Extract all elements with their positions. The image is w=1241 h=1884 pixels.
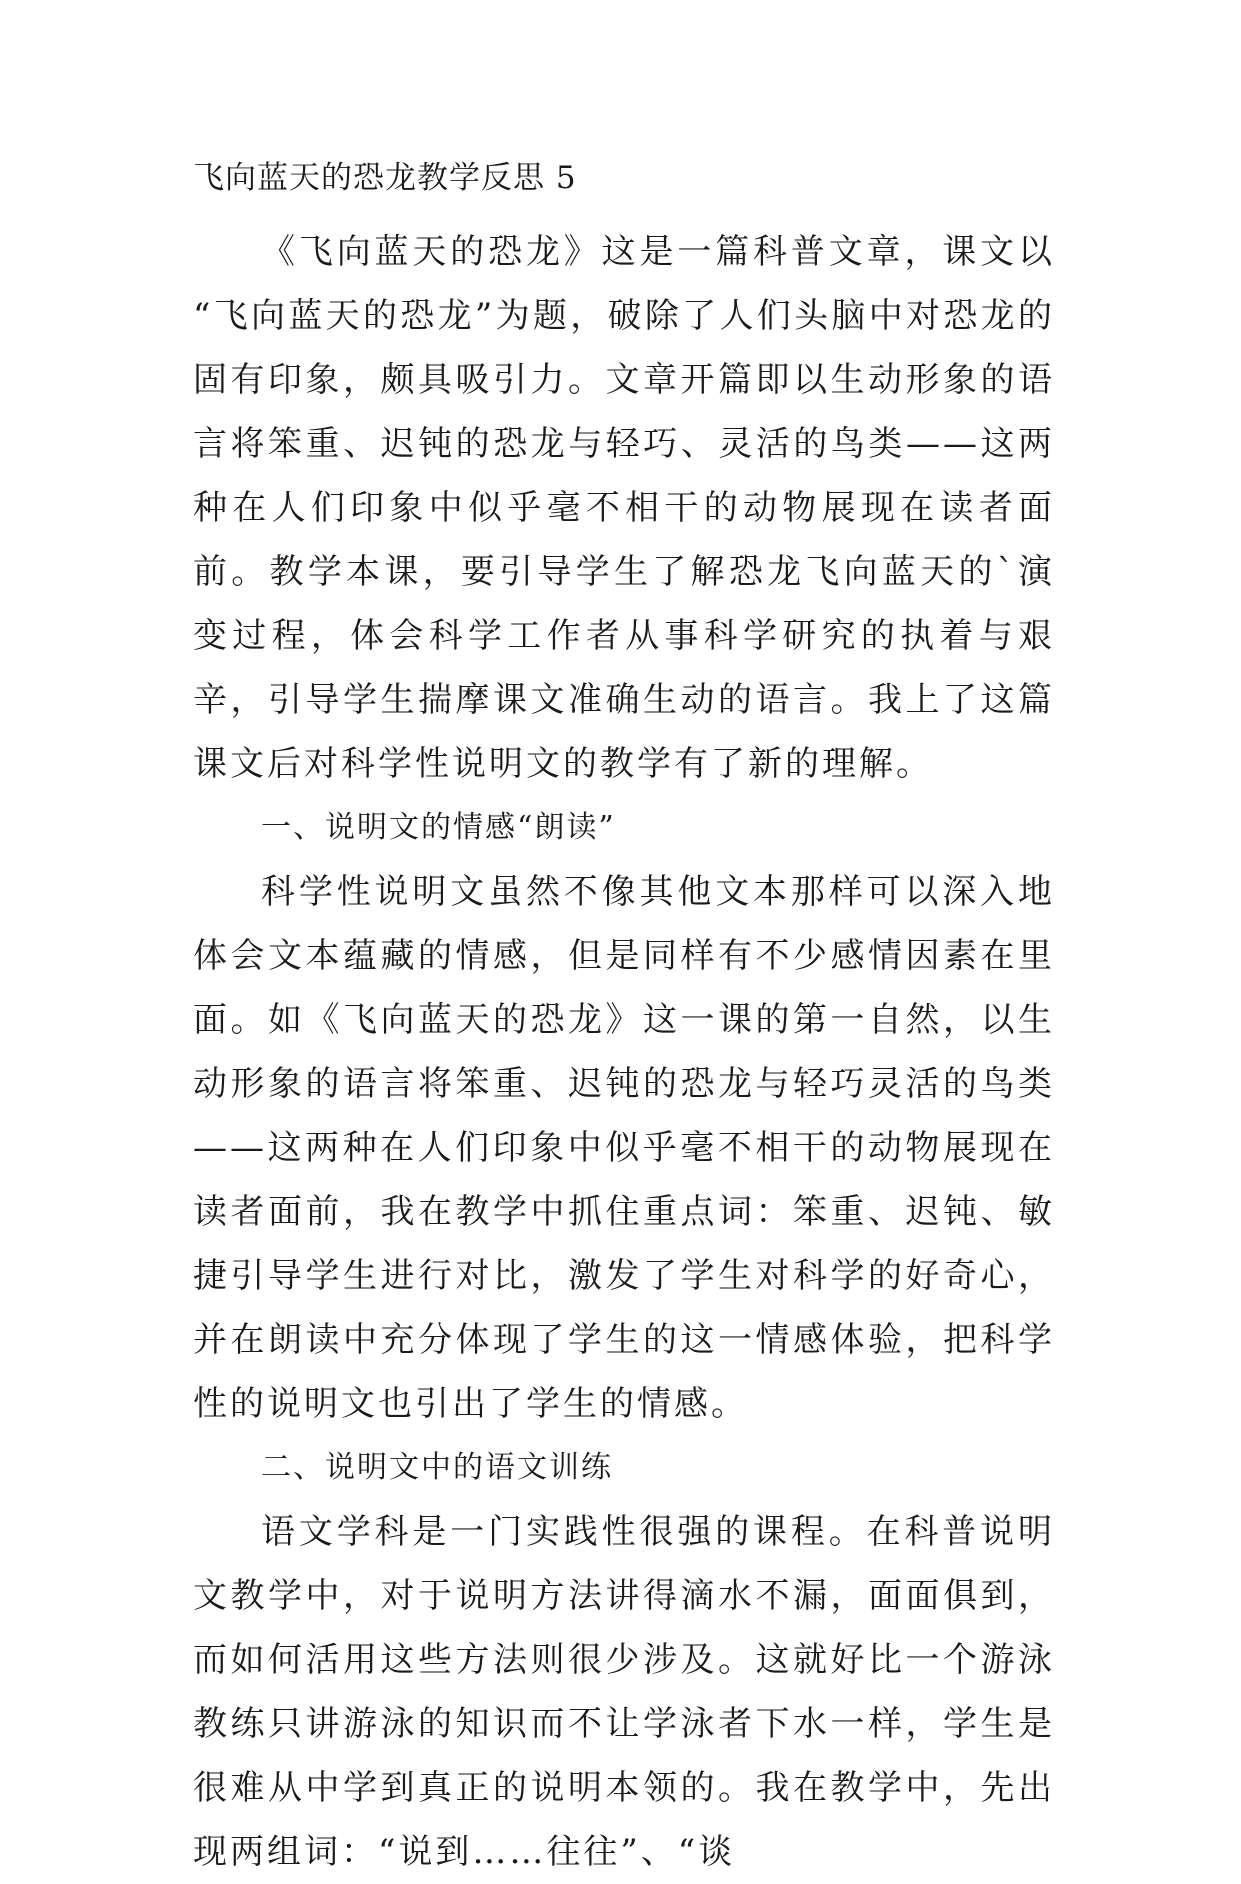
document-body [193,158,1055,1884]
paragraph-language-training: 语文学科是一门实践性很强的课程。在科普说明文教学中，对于说明方法讲得滴水不漏，面面俱到，而如何活用这些方法则很少涉及。这就好比一个游泳教练只讲游泳的知识而不让学泳者下水一样，学生是很难从中学到真正的说明本领的。我在教学中，先出现两组词：“说到……往往”、“谈 [193,1512,1055,1872]
paragraph-intro: 《飞向蓝天的恐龙》这是一篇科普文章，课文以 “飞向蓝天的恐龙”为题，破除了人们头脑中对恐龙的固有印象，颇具吸引力。文章开篇即以生动形象的语言将笨重、迟钝的恐龙与轻巧、灵活的鸟类——这两种在人们印象中似乎毫不相干的动物展现在读者面前。教学本课，要引导学生了解恐龙飞向蓝天的`演变过程，体会科学工作者从事科学研究的执着与艰辛，引导学生揣摩课文准确生动的语言。我上了这篇课文后对科学性说明文的教学有了新的理解。 [193,232,1055,784]
paragraph-emotional-reading: 科学性说明文虽然不像其他文本那样可以深入地体会文本蕴藏的情感，但是同样有不少感情因素在里面。如《飞向蓝天的恐龙》这一课的第一自然，以生动形象的语言将笨重、迟钝的恐龙与轻巧灵活的鸟类——这两种在人们印象中似乎毫不相干的动物展现在读者面前，我在教学中抓住重点词：笨重、迟钝、敏捷引导学生进行对比，激发了学生对科学的好奇心，并在朗读中充分体现了学生的这一情感体验，把科学性的说明文也引出了学生的情感。 [193,872,1055,1424]
section-heading-1: 一、说明文的情感“朗读” [261,810,616,845]
section-heading-2: 二、说明文中的语文训练 [261,1450,613,1485]
document-title: 飞向蓝天的恐龙教学反思 5 [193,160,577,196]
